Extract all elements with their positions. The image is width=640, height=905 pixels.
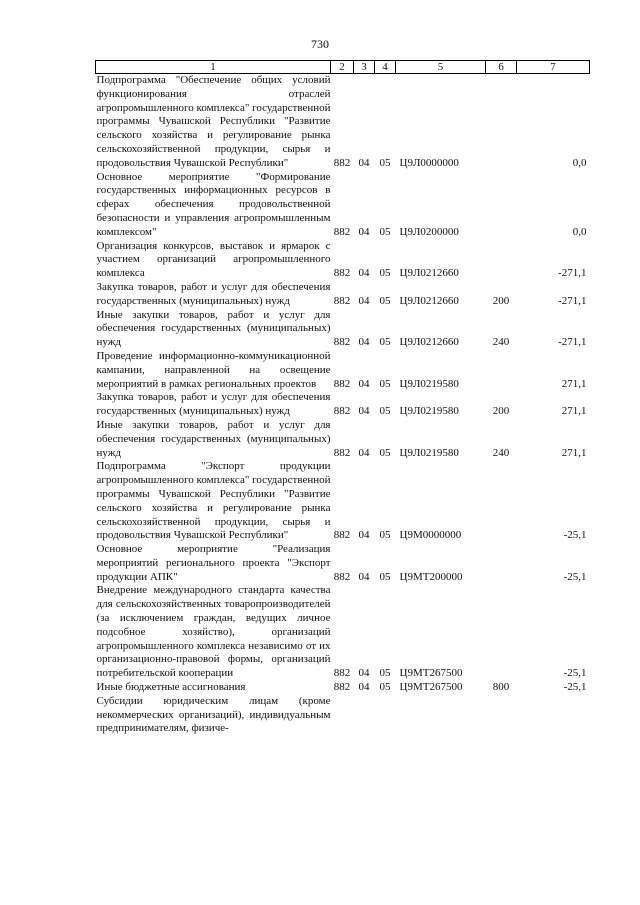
row-name: Иные закупки товаров, работ и услуг для обеспечения государственных (муниципальных) нужд	[96, 418, 331, 459]
row-expense-type: 200	[492, 405, 510, 418]
row-amount: 271,1	[561, 405, 587, 418]
row-admin-code: 882	[333, 267, 351, 280]
row-amount: -25,1	[563, 570, 587, 583]
row-subsection: 05	[379, 529, 391, 542]
row-target-code: Ц9Л0212660	[399, 294, 459, 307]
row-target-code: Ц9Л0219580	[399, 446, 459, 459]
row-section: 04	[358, 529, 370, 542]
table-row	[96, 419, 590, 460]
row-expense-type	[486, 240, 517, 281]
row-subsection: 05	[379, 336, 391, 349]
row-expense-type	[486, 171, 517, 240]
row-section: 04	[358, 681, 370, 694]
row-target-code	[396, 695, 486, 736]
row-subsection	[375, 695, 396, 736]
row-name: Иные бюджетные ассигнования	[96, 681, 246, 694]
row-name: Внедрение международного стандарта качества для сельскохозяйственных товаропроизводителей (за исключением граждан, ведущих личное подсобное хозяйство), организаций агропромышленного комплекса независимо от их организационно-правовой формы, организаций потребительской кооперации	[96, 584, 331, 680]
row-subsection: 05	[379, 156, 391, 169]
row-amount: -25,1	[563, 681, 587, 694]
table-row	[96, 309, 590, 350]
row-amount: 271,1	[561, 377, 587, 390]
table-row	[96, 74, 590, 171]
row-subsection: 05	[379, 667, 391, 680]
row-name: Закупка товаров, работ и услуг для обеспечения государственных (муниципальных) нужд	[96, 391, 331, 418]
header-col-1: 1	[96, 61, 331, 74]
row-name: Подпрограмма "Обеспечение общих условий функционирования отраслей агропромышленного комплекса" государственной программы Чувашской Республики "Развитие сельского хозяйства и регулирование рынка сельскохозяйственной продукции, сырья и продовольствия Чувашской Республики"	[96, 74, 331, 169]
row-section: 04	[358, 156, 370, 169]
row-expense-type	[486, 695, 517, 736]
header-col-4: 4	[375, 61, 396, 74]
page-number: 730	[311, 37, 329, 51]
table-header-row	[96, 61, 590, 74]
table-row	[96, 391, 590, 419]
row-target-code: Ц9Л0219580	[399, 405, 459, 418]
row-name: Основное мероприятие "Реализация мероприятий регионального проекта "Экспорт продукции АПК"	[96, 543, 331, 583]
row-section: 04	[358, 377, 370, 390]
row-admin-code	[331, 695, 354, 736]
header-col-3: 3	[354, 61, 375, 74]
row-target-code: Ц9Л0212660	[399, 336, 459, 349]
row-section: 04	[358, 267, 370, 280]
row-name: Проведение информационно-коммуникационной кампании, направленной на освещение мероприятий в рамках региональных проектов	[96, 349, 331, 390]
row-admin-code: 882	[333, 667, 351, 680]
row-expense-type	[486, 460, 517, 543]
row-section: 04	[358, 667, 370, 680]
row-expense-type: 240	[492, 446, 510, 459]
row-target-code: Ц9М0000000	[399, 529, 462, 542]
row-target-code: Ц9Л0200000	[399, 225, 459, 238]
row-admin-code: 882	[333, 681, 351, 694]
row-subsection: 05	[379, 405, 391, 418]
row-subsection: 05	[379, 570, 391, 583]
row-name: Организация конкурсов, выставок и ярмарок с участием организаций агропромышленного комплекса	[96, 239, 331, 280]
row-section: 04	[358, 570, 370, 583]
table-row	[96, 350, 590, 391]
header-col-5: 5	[396, 61, 486, 74]
row-section: 04	[358, 336, 370, 349]
row-expense-type	[486, 350, 517, 391]
row-amount: -271,1	[558, 336, 587, 349]
row-subsection: 05	[379, 225, 391, 238]
row-name: Закупка товаров, работ и услуг для обеспечения государственных (муниципальных) нужд	[96, 280, 331, 307]
table-row	[96, 681, 590, 695]
row-admin-code: 882	[333, 377, 351, 390]
row-amount: -25,1	[563, 529, 587, 542]
row-expense-type: 200	[492, 294, 510, 307]
budget-table	[95, 60, 590, 736]
row-admin-code: 882	[333, 156, 351, 169]
row-section: 04	[358, 225, 370, 238]
row-expense-type: 240	[492, 336, 510, 349]
row-target-code: Ц9МТ200000	[399, 570, 463, 583]
table-row	[96, 240, 590, 281]
row-amount: -25,1	[563, 667, 587, 680]
table-row	[96, 584, 590, 681]
row-subsection: 05	[379, 681, 391, 694]
row-admin-code: 882	[333, 446, 351, 459]
row-amount: 271,1	[561, 446, 587, 459]
row-amount: 0,0	[572, 225, 587, 238]
row-admin-code: 882	[333, 336, 351, 349]
row-expense-type	[486, 543, 517, 584]
row-target-code: Ц9Л0212660	[399, 267, 459, 280]
row-expense-type	[486, 74, 517, 171]
table-row	[96, 171, 590, 240]
row-expense-type: 800	[492, 681, 510, 694]
header-col-6: 6	[486, 61, 517, 74]
row-subsection: 05	[379, 267, 391, 280]
row-subsection: 05	[379, 377, 391, 390]
row-name: Субсидии юридическим лицам (кроме некоммерческих организаций), индивидуальным предпринимателям, физиче-	[96, 694, 331, 735]
row-amount: -271,1	[558, 294, 587, 307]
row-section: 04	[358, 446, 370, 459]
row-name: Иные закупки товаров, работ и услуг для обеспечения государственных (муниципальных) нужд	[96, 308, 331, 349]
row-section: 04	[358, 405, 370, 418]
row-admin-code: 882	[333, 529, 351, 542]
row-subsection: 05	[379, 446, 391, 459]
row-admin-code: 882	[333, 294, 351, 307]
row-name: Подпрограмма "Экспорт продукции агропромышленного комплекса" государственной программы Чувашской Республики "Развитие сельского хозяйства и регулирование рынка сельскохозяйственной продукции, сырья и продовольствия Чувашской Республики"	[96, 460, 331, 542]
table-row	[96, 695, 590, 736]
row-expense-type	[486, 584, 517, 681]
row-admin-code: 882	[333, 405, 351, 418]
row-admin-code: 882	[333, 225, 351, 238]
row-target-code: Ц9Л0219580	[399, 377, 459, 390]
header-col-7: 7	[517, 61, 590, 74]
row-subsection: 05	[379, 294, 391, 307]
row-name: Основное мероприятие "Формирование государственных информационных ресурсов в сферах обеспечения продовольственной безопасности и управления агропромышленным комплексом"	[96, 170, 331, 238]
row-amount	[517, 695, 590, 736]
row-target-code: Ц9МТ267500	[399, 667, 463, 680]
row-amount: -271,1	[558, 267, 587, 280]
table-row	[96, 281, 590, 309]
row-target-code: Ц9Л0000000	[399, 156, 459, 169]
table-row	[96, 543, 590, 584]
row-admin-code: 882	[333, 570, 351, 583]
header-col-2: 2	[331, 61, 354, 74]
row-section: 04	[358, 294, 370, 307]
row-section	[354, 695, 375, 736]
table-row	[96, 460, 590, 543]
row-target-code: Ц9МТ267500	[399, 681, 463, 694]
row-amount: 0,0	[572, 156, 587, 169]
